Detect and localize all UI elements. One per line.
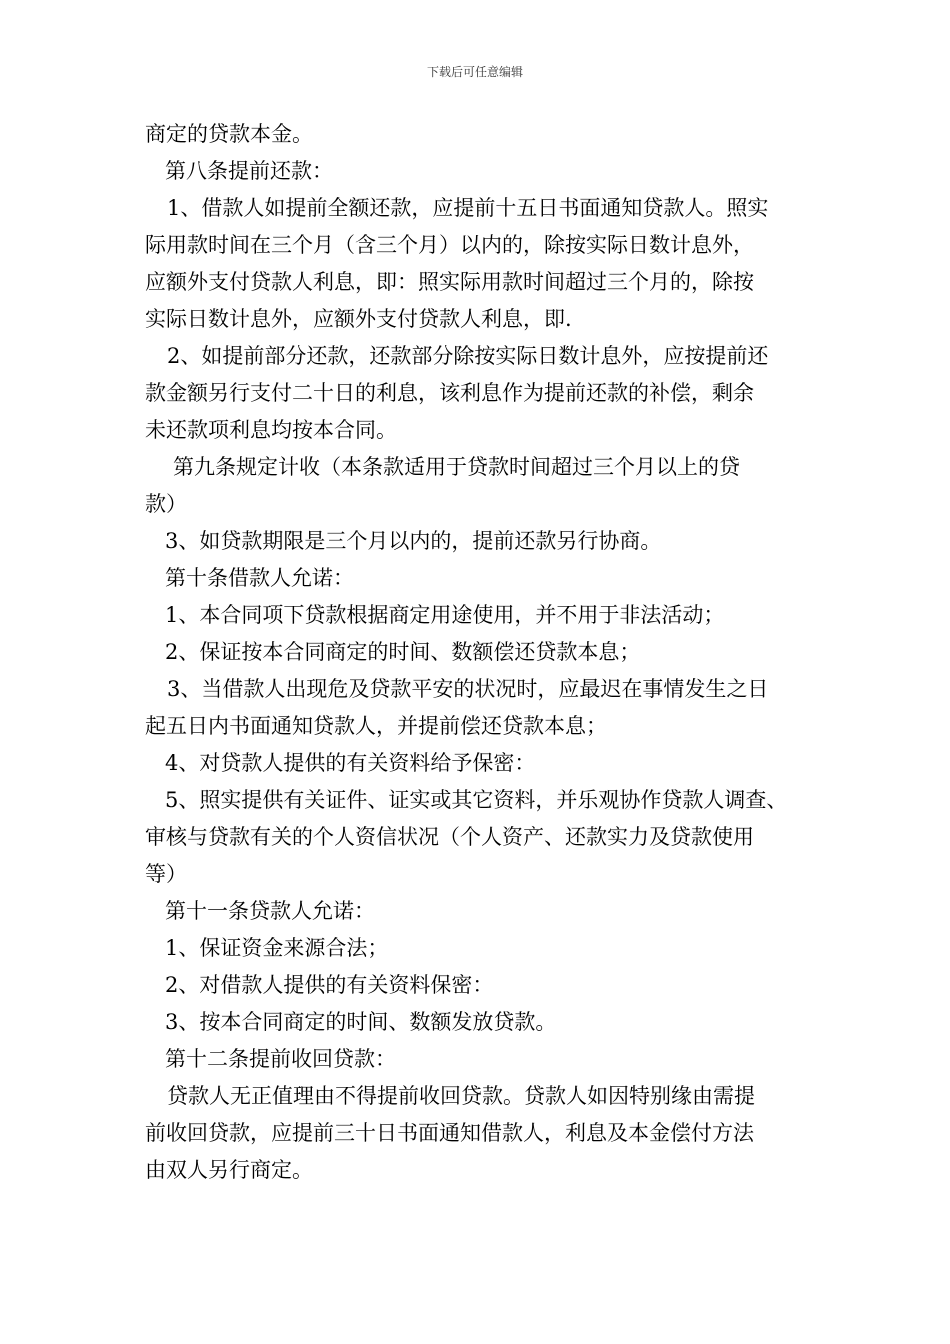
paragraph-line: 款金额另行支付二十日的利息，该利息作为提前还款的补偿，剩余	[145, 381, 754, 405]
paragraph-line: 等）	[145, 862, 187, 886]
paragraph-line: 前收回贷款，应提前三十日书面通知借款人，利息及本金偿付方法	[145, 1121, 754, 1145]
paragraph-line-first: 5、照实提供有关证件、证实或其它资料，并乐观协作贷款人调查、	[165, 788, 788, 812]
paragraph-line-first: 商定的贷款本金。	[145, 122, 313, 146]
paragraph-line: 未还款项利息均按本合同。	[145, 418, 397, 442]
paragraph-line-first: 贷款人无正值理由不得提前收回贷款。贷款人如因特别缘由需提	[167, 1084, 755, 1108]
paragraph-line-first: 3、当借款人出现危及贷款平安的状况时，应最迟在事情发生之日	[167, 677, 769, 701]
paragraph-line-first: 1、本合同项下贷款根据商定用途使用，并不用于非法活动；	[165, 603, 725, 627]
paragraph-line: 审核与贷款有关的个人资信状况（个人资产、还款实力及贷款使用	[145, 825, 754, 849]
paragraph-line-first: 第八条提前还款：	[165, 159, 333, 183]
page-header: 下载后可任意编辑	[426, 65, 523, 79]
paragraph-line-first: 2、如提前部分还款，还款部分除按实际日数计息外，应按提前还	[167, 344, 769, 368]
paragraph-line-first: 第十条借款人允诺：	[165, 566, 354, 590]
paragraph-line: 款）	[145, 492, 187, 516]
paragraph-line-first: 1、借款人如提前全额还款，应提前十五日书面通知贷款人。照实	[167, 196, 769, 220]
paragraph-line: 际用款时间在三个月（含三个月）以内的，除按实际日数计息外，	[145, 233, 754, 257]
paragraph-line-first: 3、按本合同商定的时间、数额发放贷款。	[165, 1010, 557, 1034]
paragraph-line: 起五日内书面通知贷款人，并提前偿还贷款本息；	[145, 714, 607, 738]
paragraph-line-first: 第十一条贷款人允诺：	[165, 899, 375, 923]
paragraph-line: 应额外支付贷款人利息，即：照实际用款时间超过三个月的，除按	[145, 270, 754, 294]
paragraph-line: 由双人另行商定。	[145, 1158, 313, 1182]
paragraph-line-first: 第十二条提前收回贷款：	[165, 1047, 396, 1071]
paragraph-line-first: 1、保证资金来源合法；	[165, 936, 389, 960]
paragraph-line-first: 第九条规定计收（本条款适用于贷款时间超过三个月以上的贷	[173, 455, 740, 479]
paragraph-line-first: 2、对借款人提供的有关资料保密：	[165, 973, 494, 997]
paragraph-line: 实际日数计息外，应额外支付贷款人利息，即.	[145, 307, 572, 331]
paragraph-line-first: 4、对贷款人提供的有关资料给予保密：	[165, 751, 536, 775]
document-body	[145, 116, 825, 1189]
paragraph-line-first: 2、保证按本合同商定的时间、数额偿还贷款本息；	[165, 640, 641, 664]
paragraph-line-first: 3、如贷款期限是三个月以内的，提前还款另行协商。	[165, 529, 662, 553]
